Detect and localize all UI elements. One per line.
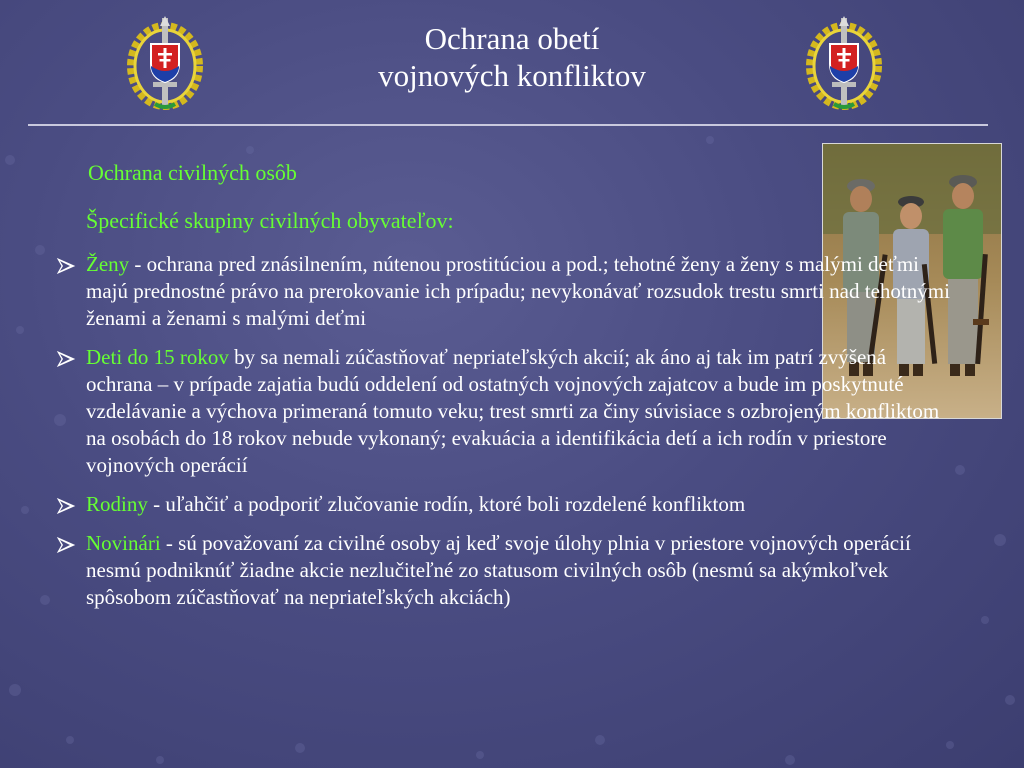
arrow-bullet-icon xyxy=(56,258,76,274)
item-keyword: Ženy xyxy=(86,252,130,276)
item-keyword: Novinári xyxy=(86,531,161,555)
item-keyword: Rodiny xyxy=(86,492,148,516)
subheading: Ochrana civilných osôb xyxy=(88,160,297,185)
slide-title xyxy=(300,20,724,94)
list-item xyxy=(56,344,956,479)
arrow-bullet-icon xyxy=(56,537,76,553)
title-line-1: Ochrana obetí xyxy=(424,21,600,56)
military-emblem-icon xyxy=(804,14,884,114)
list-item xyxy=(56,251,956,332)
item-keyword: Deti do 15 rokov xyxy=(86,345,229,369)
item-text: - uľahčiť a podporiť zlučovanie rodín, ktoré boli rozdelené konfliktom xyxy=(147,492,746,516)
item-text: - sú považovaní za civilné osoby aj keď svoje úlohy plnia v priestore vojnových operácií nesmú podniknúť žiadne akcie nezlučiteľné zo statusom civilných osôb (nesmú sa akýmkoľvek spôsobom zúčastňovať na nepriateľských akciách) xyxy=(86,531,911,609)
item-text: by sa nemali zúčastňovať nepriateľských akcií; ak áno aj tak im patrí zvýšená ochrana – v prípade zajatia budú oddelení od ostatných vojnových zajatcov a bude im poskytnuté vzdelávanie a výchova primeraná tomuto veku; trest smrti za činy súvisiace s ozbrojeným konfliktom na osobách do 18 rokov nebude vykonaný; evakuácia a identifikácia detí a ich rodín v priestore vojnových operácií xyxy=(86,345,940,477)
group-heading: Špecifické skupiny civilných obyvateľov: xyxy=(86,208,454,233)
arrow-bullet-icon xyxy=(56,498,76,514)
military-emblem-icon xyxy=(125,14,205,114)
bullet-list xyxy=(56,251,956,623)
title-line-2: vojnových konfliktov xyxy=(378,58,646,93)
list-item xyxy=(56,530,956,611)
item-text: - ochrana pred znásilnením, nútenou prostitúciou a pod.; tehotné ženy a ženy s malými deťmi majú prednostné právo na prerokovanie ich prípadu; nevykonávať rozsudok trestu smrti nad tehotnými ženami a ženami s malými deťmi xyxy=(86,252,950,330)
title-divider xyxy=(28,124,988,126)
arrow-bullet-icon xyxy=(56,351,76,367)
list-item xyxy=(56,491,956,518)
